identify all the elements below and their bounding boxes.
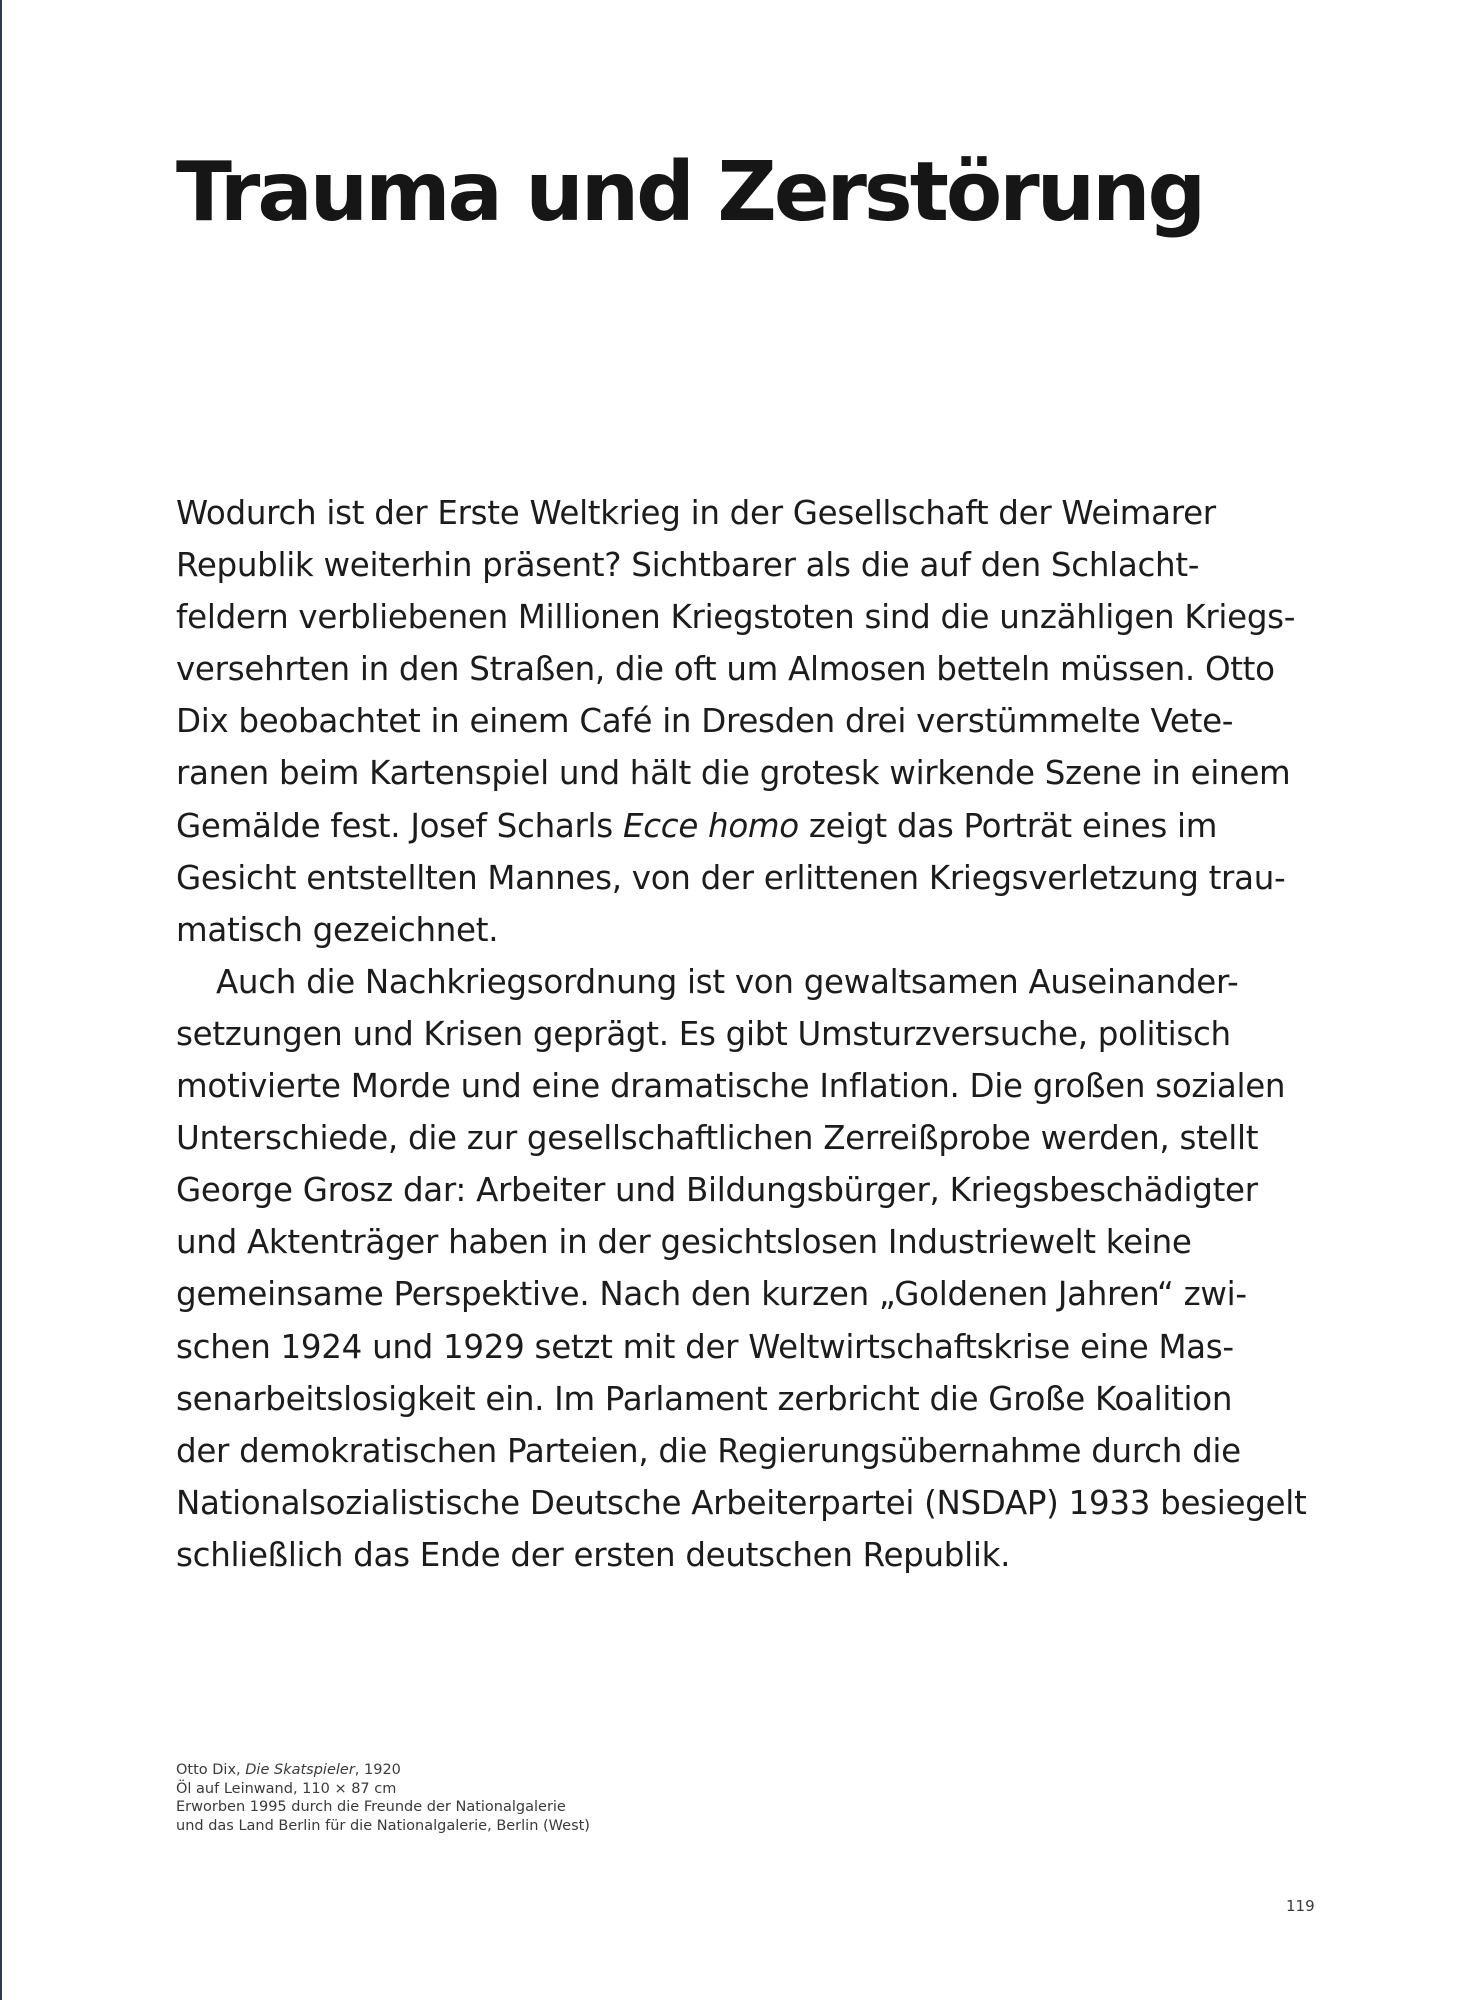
caption-line-artist [176, 1761, 590, 1780]
page-title: Trauma und Zerstörung [176, 145, 1204, 240]
caption-acquisition: und das Land Berlin für die Nationalgalerie, Berlin (West) [176, 1817, 590, 1834]
text-line: Nationalsozialistische Deutsche Arbeiterpartei (NSDAP) 1933 besiegelt [176, 1483, 1307, 1522]
text-segment: Gemälde fest. Josef Scharls [176, 806, 623, 845]
text-line: Republik weiterhin präsent? Sichtbarer als die auf den Schlacht- [176, 546, 1200, 585]
caption-medium: Öl auf Leinwand, 110 × 87 cm [176, 1780, 397, 1797]
text-line: ranen beim Kartenspiel und hält die grotesk wirkende Szene in einem [176, 754, 1291, 793]
caption-work-title: Die Skatspieler [245, 1762, 355, 1778]
page-number: 119 [1286, 1897, 1315, 1915]
caption-artist: Otto Dix, [176, 1762, 246, 1778]
text-line: der demokratischen Parteien, die Regierungsübernahme durch die [176, 1431, 1241, 1470]
text-line: und Aktenträger haben in der gesichtslosen Industriewelt keine [176, 1223, 1192, 1262]
caption-year: , 1920 [354, 1762, 401, 1778]
text-line [176, 800, 1301, 852]
text-line: Auch die Nachkriegsordnung ist von gewaltsamen Auseinander- [216, 962, 1239, 1001]
text-line: gemeinsame Perspektive. Nach den kurzen „Goldenen Jahren“ zwi- [176, 1275, 1247, 1314]
text-segment: zeigt das Porträt eines im [798, 806, 1218, 845]
artwork-title-italic: Ecce homo [622, 806, 799, 845]
text-line: Dix beobachtet in einem Café in Dresden drei verstümmelte Vete- [176, 702, 1234, 741]
text-line: Unterschiede, die zur gesellschaftlichen Zerreißprobe werden, stellt [176, 1119, 1259, 1158]
text-line: senarbeitslosigkeit ein. Im Parlament zerbricht die Große Koalition [176, 1379, 1233, 1418]
text-line: Gesicht entstellten Mannes, von der erlittenen Kriegsverletzung trau- [176, 858, 1286, 897]
text-line: George Grosz dar: Arbeiter und Bildungsbürger, Kriegsbeschädigter [176, 1171, 1258, 1210]
page-edge-rule [0, 0, 2, 2000]
text-line: versehrten in den Straßen, die oft um Almosen betteln müssen. Otto [176, 650, 1275, 689]
text-line: setzungen und Krisen geprägt. Es gibt Umsturzversuche, politisch [176, 1014, 1231, 1053]
text-line: matisch gezeichnet. [176, 910, 499, 949]
text-line: motivierte Morde und eine dramatische Inflation. Die großen sozialen [176, 1067, 1286, 1106]
body-text [176, 487, 1307, 1581]
text-line: schen 1924 und 1929 setzt mit der Weltwirtschaftskrise eine Mas- [176, 1327, 1234, 1366]
text-line: feldern verbliebenen Millionen Kriegstoten sind die unzähligen Kriegs- [176, 598, 1296, 637]
text-line: Wodurch ist der Erste Weltkrieg in der Gesellschaft der Weimarer [176, 494, 1216, 532]
text-line: schließlich das Ende der ersten deutschen Republik. [176, 1535, 1011, 1574]
figure-caption [176, 1761, 590, 1835]
caption-acquisition: Erworben 1995 durch die Freunde der Nationalgalerie [176, 1799, 566, 1815]
